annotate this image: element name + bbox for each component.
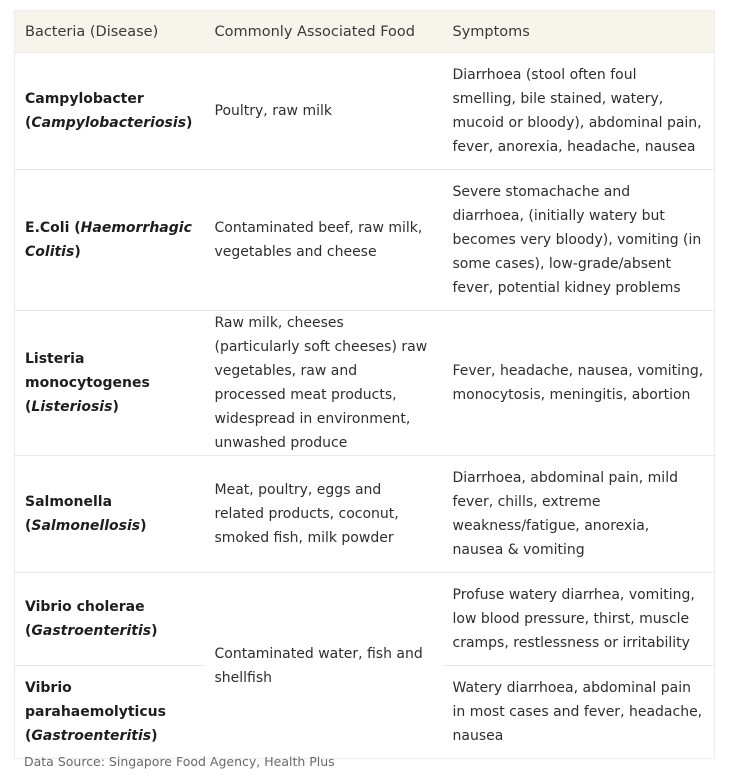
header-bacteria: Bacteria (Disease) <box>15 11 205 53</box>
bacteria-name: Vibrio cholerae <box>25 599 145 615</box>
header-row <box>15 11 715 53</box>
food-cell: Meat, poultry, eggs and related products, coconut, smoked fish, milk powder <box>205 456 443 573</box>
disease-name: Listeriosis <box>31 399 113 415</box>
symptoms-cell: Profuse watery diarrhea, vomiting, low blood pressure, thirst, muscle cramps, restlessness or irritability <box>443 573 715 666</box>
symptoms-cell: Diarrhoea (stool often foul smelling, bile stained, watery, mucoid or bloody), abdominal pain, fever, anorexia, headache, nausea <box>443 53 715 170</box>
bacteria-cell: Salmonella (Salmonellosis) <box>15 456 205 573</box>
table-row <box>15 311 715 456</box>
food-bacteria-table-container <box>14 10 714 759</box>
table-header <box>15 11 715 53</box>
disease-name: Gastroenteritis <box>31 728 152 744</box>
bacteria-name: Listeria monocytogenes <box>25 351 150 391</box>
bacteria-name: Salmonella <box>25 494 113 510</box>
bacteria-cell: Campylobacter (Campylobacteriosis) <box>15 53 205 170</box>
bacteria-cell: E.Coli (Haemorrhagic Colitis) <box>15 170 205 311</box>
disease-name: Gastroenteritis <box>31 623 152 639</box>
bacteria-cell: Vibrio parahaemolyticus (Gastroenteritis) <box>15 666 205 759</box>
symptoms-cell: Fever, headache, nausea, vomiting, monocytosis, meningitis, abortion <box>443 311 715 456</box>
food-bacteria-table <box>14 10 715 759</box>
table-row <box>15 456 715 573</box>
symptoms-cell: Severe stomachache and diarrhoea, (initially watery but becomes very bloody), vomiting (in some cases), low-grade/absent fever, potential kidney problems <box>443 170 715 311</box>
symptoms-cell: Diarrhoea, abdominal pain, mild fever, chills, extreme weakness/fatigue, anorexia, nausea & vomiting <box>443 456 715 573</box>
table-row <box>15 170 715 311</box>
bacteria-cell: Vibrio cholerae (Gastroenteritis) <box>15 573 205 666</box>
bacteria-name: Vibrio parahaemolyticus <box>25 680 166 720</box>
table-row <box>15 573 715 666</box>
table-row <box>15 53 715 170</box>
table-body <box>15 53 715 759</box>
symptoms-cell: Watery diarrhoea, abdominal pain in most cases and fever, headache, nausea <box>443 666 715 759</box>
data-source-note: Data Source: Singapore Food Agency, Health Plus <box>24 754 335 769</box>
food-cell: Contaminated beef, raw milk, vegetables and cheese <box>205 170 443 311</box>
header-food: Commonly Associated Food <box>205 11 443 53</box>
bacteria-name: E.Coli <box>25 220 70 236</box>
food-cell-merged: Contaminated water, fish and shellfish <box>205 573 443 759</box>
food-cell: Raw milk, cheeses (particularly soft cheeses) raw vegetables, raw and processed meat products, widespread in environment, unwashed produce <box>205 311 443 456</box>
bacteria-cell: Listeria monocytogenes (Listeriosis) <box>15 311 205 456</box>
disease-name: Haemorrhagic Colitis <box>25 220 192 260</box>
disease-name: Campylobacteriosis <box>31 115 187 131</box>
header-symptoms: Symptoms <box>443 11 715 53</box>
food-cell: Poultry, raw milk <box>205 53 443 170</box>
bacteria-name: Campylobacter <box>25 91 144 107</box>
disease-name: Salmonellosis <box>31 518 141 534</box>
